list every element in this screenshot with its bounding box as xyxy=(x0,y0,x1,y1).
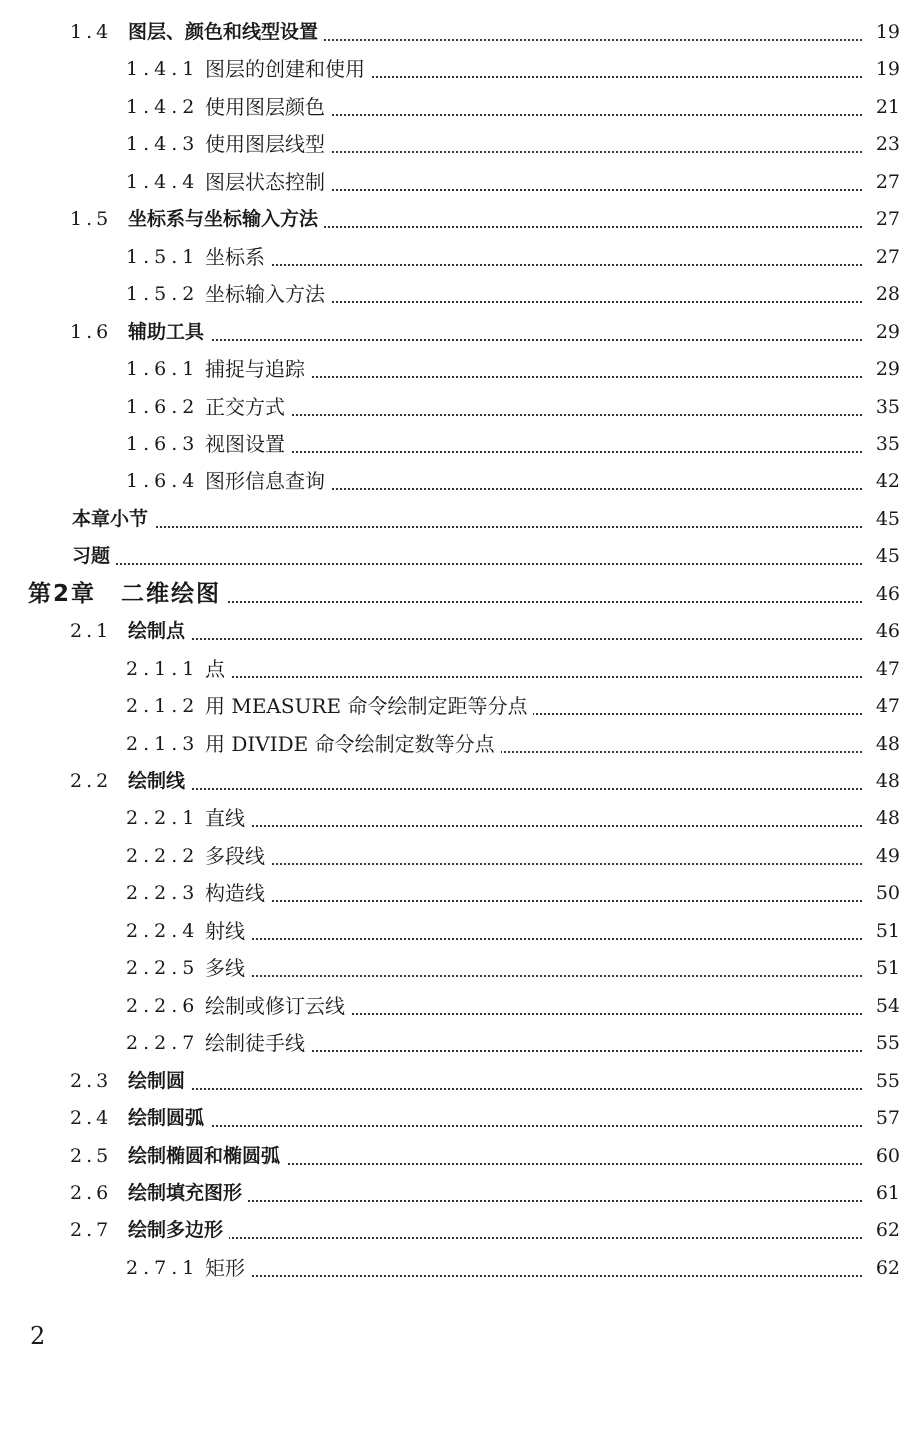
toc-entry[interactable] xyxy=(0,392,920,422)
toc-entry-page: 35 xyxy=(870,392,900,422)
toc-entry-page: 27 xyxy=(870,204,900,234)
toc-entry-number: 1.6.1 xyxy=(126,358,200,381)
dot-leader xyxy=(72,533,862,565)
dot-leader xyxy=(205,833,862,865)
toc-entry-number: 2.3 xyxy=(70,1069,113,1092)
toc-entry-page: 45 xyxy=(870,504,900,534)
toc-entry[interactable] xyxy=(0,54,920,84)
toc-entry-page: 55 xyxy=(870,1066,900,1096)
toc-entry[interactable] xyxy=(0,1141,920,1171)
toc-entry-page: 27 xyxy=(870,242,900,272)
toc-entry[interactable] xyxy=(0,167,920,197)
toc-entry-page: 62 xyxy=(870,1253,900,1283)
toc-entry-page: 29 xyxy=(870,354,900,384)
toc-entry-title: 多线 xyxy=(205,953,251,983)
toc-entry-title: 图层状态控制 xyxy=(205,167,331,197)
toc-entry[interactable] xyxy=(0,317,920,347)
toc-entry-title: 直线 xyxy=(205,803,251,833)
toc-entry-title: 图形信息查询 xyxy=(205,466,331,496)
toc-entry-title: 坐标系 xyxy=(205,242,271,272)
toc-entry-title: 习题 xyxy=(72,541,116,571)
toc-entry-number: 1.4.2 xyxy=(126,95,200,118)
toc-entry[interactable] xyxy=(0,766,920,796)
dot-leader xyxy=(205,908,862,940)
dot-leader xyxy=(128,1095,862,1127)
toc-entry[interactable] xyxy=(0,92,920,122)
toc-entry-number: 2.6 xyxy=(70,1181,113,1204)
toc-entry[interactable] xyxy=(0,616,920,646)
toc-entry-title: 绘制圆弧 xyxy=(128,1103,210,1133)
dot-leader xyxy=(128,758,862,790)
toc-entry-page: 51 xyxy=(870,953,900,983)
toc-entry-page: 51 xyxy=(870,916,900,946)
toc-entry-number: 2.1.2 xyxy=(126,695,200,718)
toc-entry-page: 62 xyxy=(870,1215,900,1245)
toc-entry-page: 28 xyxy=(870,279,900,309)
toc-entry-title: 图层的创建和使用 xyxy=(205,54,371,84)
toc-entry-title: 绘制点 xyxy=(128,616,191,646)
toc-entry-page: 54 xyxy=(870,991,900,1021)
toc-entry-title: 第2章 二维绘图 xyxy=(28,579,227,609)
toc-entry[interactable] xyxy=(0,429,920,459)
toc-entry-number: 1.6.3 xyxy=(126,432,200,455)
toc-entry[interactable] xyxy=(0,878,920,908)
toc-entry[interactable] xyxy=(0,466,920,496)
toc-entry-title: 射线 xyxy=(205,916,251,946)
toc-entry-page: 21 xyxy=(870,92,900,122)
toc-entry-title: 绘制或修订云线 xyxy=(205,991,351,1021)
toc-entry[interactable] xyxy=(0,129,920,159)
dot-leader xyxy=(205,870,862,902)
toc-entry-number: 1.4 xyxy=(70,21,113,43)
toc-entry-number: 1.4.3 xyxy=(126,133,200,156)
page-number: 2 xyxy=(30,1322,46,1350)
toc-entry[interactable] xyxy=(0,991,920,1021)
toc-entry[interactable] xyxy=(0,1028,920,1058)
toc-entry-page: 48 xyxy=(870,766,900,796)
toc-entry-number: 2.7 xyxy=(70,1219,113,1242)
toc-entry[interactable] xyxy=(0,1253,920,1283)
toc-entry-page: 45 xyxy=(870,541,900,571)
toc-entry-number: 2.2.4 xyxy=(126,919,200,942)
dot-leader xyxy=(128,608,862,640)
toc-entry-page: 19 xyxy=(870,54,900,84)
dot-leader xyxy=(205,945,862,977)
toc-entry[interactable] xyxy=(0,242,920,272)
toc-entry[interactable] xyxy=(0,541,920,571)
toc-entry-page: 49 xyxy=(870,841,900,871)
toc-entry[interactable] xyxy=(0,654,920,684)
toc-entry-page: 48 xyxy=(870,803,900,833)
toc-entry-number: 2.5 xyxy=(70,1144,113,1167)
toc-entry-number: 2.2.7 xyxy=(126,1032,200,1055)
toc-entry-title: 多段线 xyxy=(205,841,271,871)
toc-entry-page: 35 xyxy=(870,429,900,459)
toc-entry-page: 61 xyxy=(870,1178,900,1208)
toc-entry[interactable] xyxy=(0,17,920,47)
toc-entry[interactable] xyxy=(0,691,920,721)
toc-entry-title: 本章小节 xyxy=(72,504,154,534)
toc-entry[interactable] xyxy=(0,1178,920,1208)
toc-entry[interactable] xyxy=(0,729,920,759)
toc-entry-number: 1.6 xyxy=(70,320,113,343)
toc-entry-number: 1.6.4 xyxy=(126,470,200,493)
toc-entry-number: 2.2.1 xyxy=(126,807,200,830)
toc-entry-number: 1.6.2 xyxy=(126,395,200,418)
toc-entry[interactable] xyxy=(0,916,920,946)
toc-entry-page: 55 xyxy=(870,1028,900,1058)
toc-entry-page: 27 xyxy=(870,167,900,197)
toc-entry-title: 绘制多边形 xyxy=(128,1215,229,1245)
toc-entry-title: 辅助工具 xyxy=(128,317,210,347)
dot-leader xyxy=(205,384,862,416)
toc-entry-number: 2.2.5 xyxy=(126,957,200,980)
toc-entry[interactable] xyxy=(0,579,920,609)
toc-entry-page: 57 xyxy=(870,1103,900,1133)
toc-entry[interactable] xyxy=(0,279,920,309)
dot-leader xyxy=(205,421,862,453)
toc-entry-number: 2.1 xyxy=(70,620,113,643)
toc-entry-page: 42 xyxy=(870,466,900,496)
toc-entry-number: 1.4.1 xyxy=(126,58,200,81)
toc-entry-number: 2.1.1 xyxy=(126,657,200,680)
dot-leader xyxy=(128,309,862,341)
toc-entry-page: 29 xyxy=(870,317,900,347)
toc-entry-title: 绘制圆 xyxy=(128,1066,191,1096)
toc-entry[interactable] xyxy=(0,803,920,833)
toc-entry-number: 2.7.1 xyxy=(126,1256,200,1279)
toc-entry[interactable] xyxy=(0,1103,920,1133)
toc-entry-title: 坐标系与坐标输入方法 xyxy=(128,204,324,234)
toc-entry-title: 图层、颜色和线型设置 xyxy=(128,17,324,47)
dot-leader xyxy=(205,1245,862,1277)
dot-leader xyxy=(128,1058,862,1090)
toc-entry-title: 绘制椭圆和椭圆弧 xyxy=(128,1141,286,1171)
toc-entry[interactable] xyxy=(0,504,920,534)
toc-entry-title: 矩形 xyxy=(205,1253,251,1283)
toc-entry-title: 用 MEASURE 命令绘制定距等分点 xyxy=(205,691,533,721)
toc-entry-title: 绘制填充图形 xyxy=(128,1178,248,1208)
toc-entry-title: 视图设置 xyxy=(205,429,291,459)
toc-entry-number: 2.1.3 xyxy=(126,732,200,755)
toc-entry-number: 1.5 xyxy=(70,208,113,231)
toc-entry-page: 46 xyxy=(870,579,900,609)
toc-entry-number: 1.5.1 xyxy=(126,245,200,268)
toc-entry-page: 23 xyxy=(870,129,900,159)
dot-leader xyxy=(72,496,862,528)
toc-entry-title: 绘制线 xyxy=(128,766,191,796)
toc-entry-number: 1.4.4 xyxy=(126,170,200,193)
toc-entry-title: 捕捉与追踪 xyxy=(205,354,311,384)
toc-entry[interactable] xyxy=(0,1215,920,1245)
toc-entry[interactable] xyxy=(0,1066,920,1096)
toc-entry-title: 使用图层线型 xyxy=(205,129,331,159)
toc-entry-number: 2.2.3 xyxy=(126,882,200,905)
toc-entry-page: 19 xyxy=(870,17,900,47)
toc-entry[interactable] xyxy=(0,354,920,384)
toc-entry-title: 点 xyxy=(205,654,231,684)
dot-leader xyxy=(205,234,862,266)
toc-entry[interactable] xyxy=(0,841,920,871)
dot-leader xyxy=(205,646,862,678)
toc-entry-page: 47 xyxy=(870,654,900,684)
toc-entry-title: 正交方式 xyxy=(205,392,291,422)
toc-entry-title: 绘制徒手线 xyxy=(205,1028,311,1058)
toc-entry-title: 使用图层颜色 xyxy=(205,92,331,122)
toc-entry-title: 坐标输入方法 xyxy=(205,279,331,309)
toc-entry-page: 50 xyxy=(870,878,900,908)
toc-entry-page: 47 xyxy=(870,691,900,721)
toc-entry[interactable] xyxy=(0,953,920,983)
toc-entry-title: 用 DIVIDE 命令绘制定数等分点 xyxy=(205,729,501,759)
toc-entry-number: 2.4 xyxy=(70,1107,113,1130)
toc-entry-page: 60 xyxy=(870,1141,900,1171)
toc-entry[interactable] xyxy=(0,204,920,234)
toc-entry-title: 构造线 xyxy=(205,878,271,908)
toc-entry-number: 2.2 xyxy=(70,770,113,792)
dot-leader xyxy=(205,795,862,827)
toc-entry-page: 46 xyxy=(870,616,900,646)
dot-leader xyxy=(128,1207,862,1239)
toc-entry-number: 2.2.2 xyxy=(126,844,200,867)
toc-entry-number: 1.5.2 xyxy=(126,283,200,306)
toc-entry-page: 48 xyxy=(870,729,900,759)
toc-entry-number: 2.2.6 xyxy=(126,994,200,1017)
